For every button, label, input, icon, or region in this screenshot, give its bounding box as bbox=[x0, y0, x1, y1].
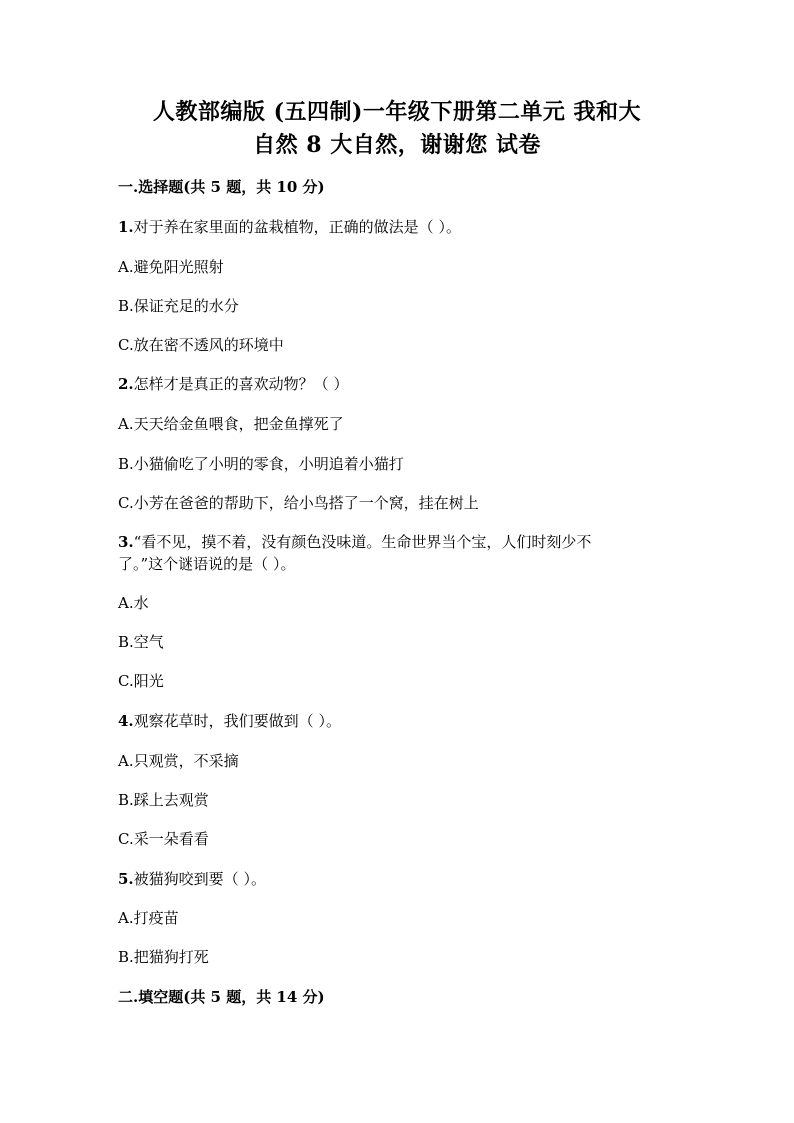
question-3-stem-continued: 了。”这个谜语说的是（ ）。 bbox=[118, 555, 296, 573]
question-text: 观察花草时，我们要做到（ ）。 bbox=[133, 712, 341, 730]
question-2-stem bbox=[118, 374, 348, 394]
document-title-line-2: 自然 8 大自然，谢谢您 试卷 bbox=[253, 132, 541, 158]
question-2-option-c: C.小芳在爸爸的帮助下，给小鸟搭了一个窝，挂在树上 bbox=[118, 494, 479, 512]
question-2-option-b: B.小猫偷吃了小明的零食，小明追着小猫打 bbox=[118, 455, 404, 473]
question-1-option-a: A.避免阳光照射 bbox=[118, 258, 224, 276]
question-text: 怎样才是真正的喜欢动物？（ ） bbox=[133, 375, 349, 393]
question-4-option-a: A.只观赏，不采摘 bbox=[118, 752, 239, 770]
question-5-option-b: B.把猫狗打死 bbox=[118, 948, 209, 966]
document-title-line-1: 人教部编版 (五四制)一年级下册第二单元 我和大 bbox=[152, 99, 642, 125]
question-text: “看不见，摸不着，没有颜色没味道。生命世界当个宝，人们时刻少不 bbox=[133, 533, 592, 551]
question-1-stem bbox=[118, 217, 461, 237]
question-number: 5. bbox=[118, 870, 134, 888]
question-text: 被猫狗咬到要（ ）。 bbox=[133, 870, 266, 888]
question-4-stem bbox=[118, 711, 341, 731]
question-number: 1. bbox=[118, 218, 134, 236]
question-3-option-a: A.水 bbox=[118, 594, 149, 612]
section-heading-fill-in: 二.填空题(共 5 题，共 14 分) bbox=[118, 988, 325, 1006]
question-5-stem bbox=[118, 869, 266, 889]
question-number: 3. bbox=[118, 533, 134, 551]
question-3-option-c: C.阳光 bbox=[118, 672, 164, 690]
question-4-option-b: B.踩上去观赏 bbox=[118, 791, 209, 809]
question-number: 2. bbox=[118, 375, 134, 393]
question-3-option-b: B.空气 bbox=[118, 633, 164, 651]
question-number: 4. bbox=[118, 712, 134, 730]
question-3-stem bbox=[118, 532, 591, 552]
section-heading-multiple-choice: 一.选择题(共 5 题，共 10 分) bbox=[118, 178, 325, 196]
question-5-option-a: A.打疫苗 bbox=[118, 909, 179, 927]
question-1-option-b: B.保证充足的水分 bbox=[118, 297, 239, 315]
question-1-option-c: C.放在密不透风的环境中 bbox=[118, 336, 284, 354]
question-text: 对于养在家里面的盆栽植物，正确的做法是（ ）。 bbox=[133, 218, 461, 236]
question-2-option-a: A.天天给金鱼喂食，把金鱼撑死了 bbox=[118, 415, 344, 433]
question-4-option-c: C.采一朵看看 bbox=[118, 830, 209, 848]
